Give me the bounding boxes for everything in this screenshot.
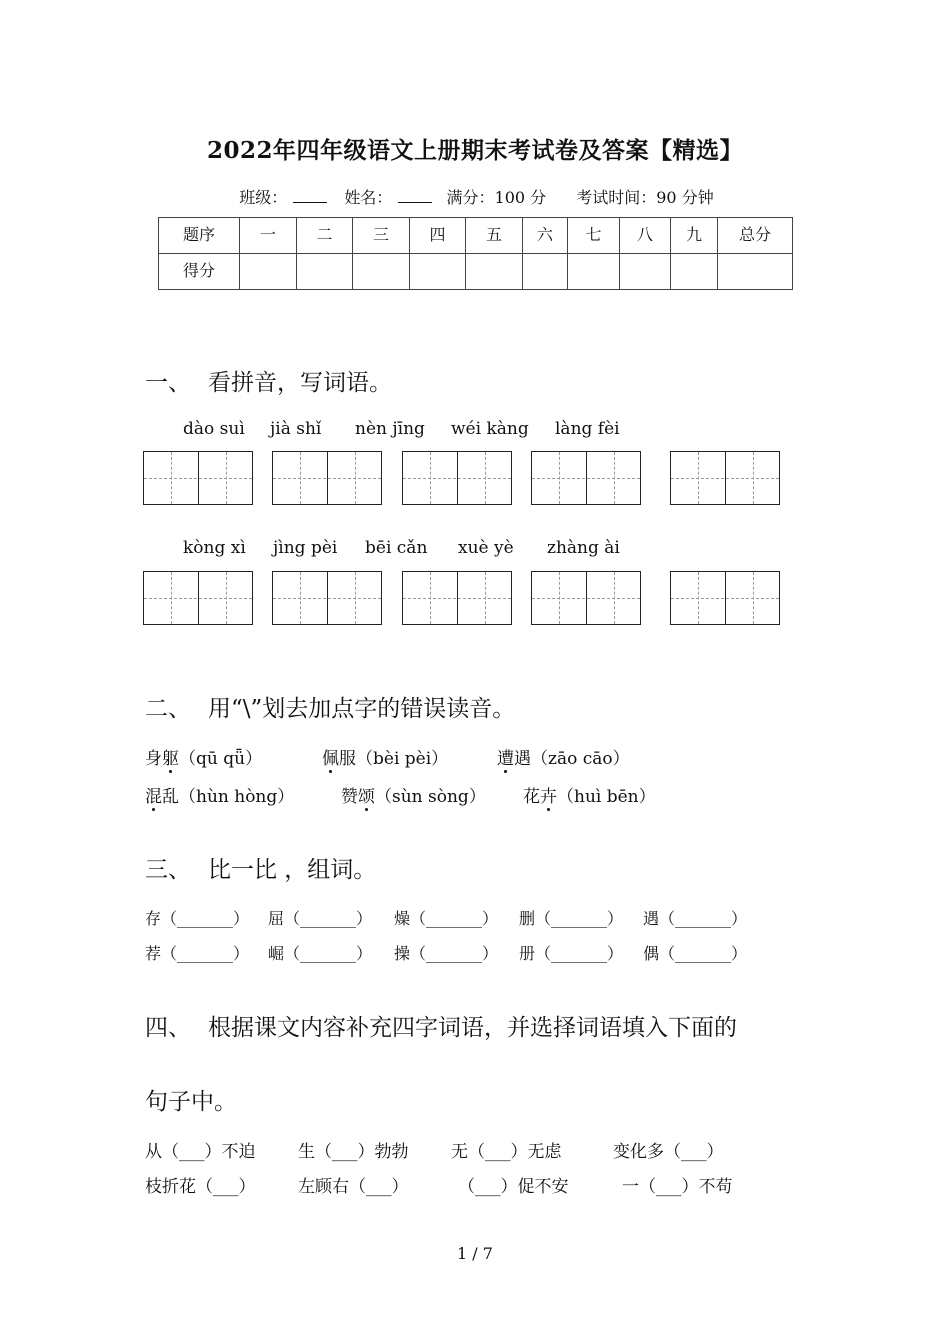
dotted-char: 躯 (162, 749, 179, 769)
section1-number: 一、 (145, 370, 191, 396)
writing-grid[interactable] (402, 571, 512, 625)
writing-grid[interactable] (143, 571, 253, 625)
header-cell: 一 (240, 218, 297, 254)
pinyin-options: （zāo cāo） (531, 749, 630, 769)
score-row-label: 得分 (159, 254, 240, 290)
section1-heading (145, 364, 392, 397)
reading-item[interactable]: 身躯（qū qǖ） (145, 749, 263, 769)
writing-grid[interactable] (402, 451, 512, 505)
exam-info (0, 185, 950, 208)
word-item[interactable]: 荐（_______） (145, 944, 250, 963)
word-item[interactable]: 屈（_______） (268, 909, 373, 928)
pinyin-label: làng fèi (555, 419, 620, 439)
score-cell[interactable] (297, 254, 353, 290)
name-blank[interactable] (398, 190, 432, 203)
writing-grid[interactable] (670, 571, 780, 625)
writing-grid[interactable] (272, 451, 382, 505)
score-table-score-row (159, 254, 793, 290)
word-item[interactable]: 删（_______） (519, 909, 624, 928)
reading-item[interactable]: 混乱（hùn hòng） (145, 787, 295, 807)
header-cell: 三 (353, 218, 410, 254)
pinyin-label: zhàng ài (547, 538, 620, 558)
idiom-item[interactable]: （___）促不安 (458, 1177, 569, 1197)
header-cell: 九 (671, 218, 718, 254)
section4-heading (145, 1009, 737, 1042)
dotted-char: 遭 (497, 749, 514, 769)
pinyin-options: （bèi pèi） (356, 749, 449, 769)
dotted-char: 混 (145, 787, 162, 807)
score-cell[interactable] (523, 254, 568, 290)
header-cell: 六 (523, 218, 568, 254)
section4-number: 四、 (145, 1015, 191, 1041)
name-label: 姓名： (341, 188, 435, 207)
writing-grid[interactable] (531, 451, 641, 505)
exam-time: 考试时间：90 分钟 (576, 188, 714, 207)
writing-grid[interactable] (272, 571, 382, 625)
header-cell: 二 (297, 218, 353, 254)
score-cell[interactable] (353, 254, 410, 290)
score-cell[interactable] (620, 254, 671, 290)
writing-grid[interactable] (143, 451, 253, 505)
pinyin-label: dào suì (183, 419, 245, 439)
score-table (158, 217, 793, 290)
pinyin-options: （sùn sòng） (375, 787, 486, 807)
header-cell: 总分 (718, 218, 793, 254)
pinyin-label: jià shǐ (270, 419, 322, 439)
section2-title: 用“\”划去加点字的错误读音。 (208, 696, 516, 722)
score-table-header-row (159, 218, 793, 254)
section2-number: 二、 (145, 696, 191, 722)
section1-title: 看拼音，写词语。 (208, 370, 392, 396)
score-cell[interactable] (671, 254, 718, 290)
pinyin-label: jìng pèi (273, 538, 338, 558)
idiom-item[interactable]: 左顾右（___） (298, 1177, 409, 1197)
word-item[interactable]: 册（_______） (519, 944, 624, 963)
idiom-item[interactable]: 无（___）无虑 (451, 1142, 562, 1162)
section3-heading (145, 851, 376, 884)
score-cell[interactable] (568, 254, 620, 290)
pinyin-label: xuè yè (458, 538, 514, 558)
pinyin-options: （qū qǖ） (179, 749, 263, 769)
writing-grid[interactable] (531, 571, 641, 625)
score-cell[interactable] (718, 254, 793, 290)
idiom-item[interactable]: 一（___）不苟 (622, 1177, 733, 1197)
word-item[interactable]: 存（_______） (145, 909, 250, 928)
section3-title: 比一比 ，组词。 (208, 857, 377, 883)
section2-heading (145, 690, 515, 723)
idiom-item[interactable]: 枝折花（___） (145, 1177, 256, 1197)
page-title: 2022年四年级语文上册期末考试卷及答案【精选】 (206, 137, 743, 164)
reading-item[interactable]: 佩服（bèi pèi） (322, 749, 449, 769)
dotted-char: 佩 (322, 749, 339, 769)
full-score: 满分：100 分 (446, 188, 547, 207)
pinyin-label: nèn jīng (355, 419, 425, 439)
dotted-char: 卉 (540, 787, 557, 807)
word-item[interactable]: 燥（_______） (394, 909, 499, 928)
reading-item[interactable]: 遭遇（zāo cāo） (497, 749, 630, 769)
word-item[interactable]: 崛（_______） (268, 944, 373, 963)
reading-item[interactable]: 花卉（huì bēn） (523, 787, 656, 807)
word-item[interactable]: 遇（_______） (643, 909, 748, 928)
idiom-item[interactable]: 从（___）不迫 (145, 1142, 256, 1162)
dotted-char: 颂 (358, 787, 375, 807)
word-item[interactable]: 偶（_______） (643, 944, 748, 963)
score-cell[interactable] (240, 254, 297, 290)
score-cell[interactable] (466, 254, 523, 290)
pinyin-label: wéi kàng (451, 419, 529, 439)
score-cell[interactable] (410, 254, 466, 290)
class-blank[interactable] (293, 190, 327, 203)
class-label: 班级： (236, 188, 330, 207)
section3-number: 三、 (145, 857, 191, 883)
reading-item[interactable]: 赞颂（sùn sòng） (341, 787, 486, 807)
pinyin-options: （huì bēn） (557, 787, 656, 807)
idiom-item[interactable]: 生（___）勃勃 (298, 1142, 409, 1162)
idiom-item[interactable]: 变化多（___） (613, 1142, 724, 1162)
page-number: 1 / 7 (457, 1244, 493, 1263)
header-cell: 八 (620, 218, 671, 254)
header-cell: 七 (568, 218, 620, 254)
section4-title-line1: 根据课文内容补充四字词语，并选择词语填入下面的 (208, 1015, 737, 1041)
header-cell: 四 (410, 218, 466, 254)
header-cell: 题序 (159, 218, 240, 254)
header-cell: 五 (466, 218, 523, 254)
pinyin-options: （hùn hòng） (179, 787, 295, 807)
pinyin-label: bēi cǎn (365, 538, 428, 558)
section4-title-line2: 句子中。 (145, 1089, 237, 1115)
writing-grid[interactable] (670, 451, 780, 505)
pinyin-label: kòng xì (183, 538, 246, 558)
word-item[interactable]: 操（_______） (394, 944, 499, 963)
